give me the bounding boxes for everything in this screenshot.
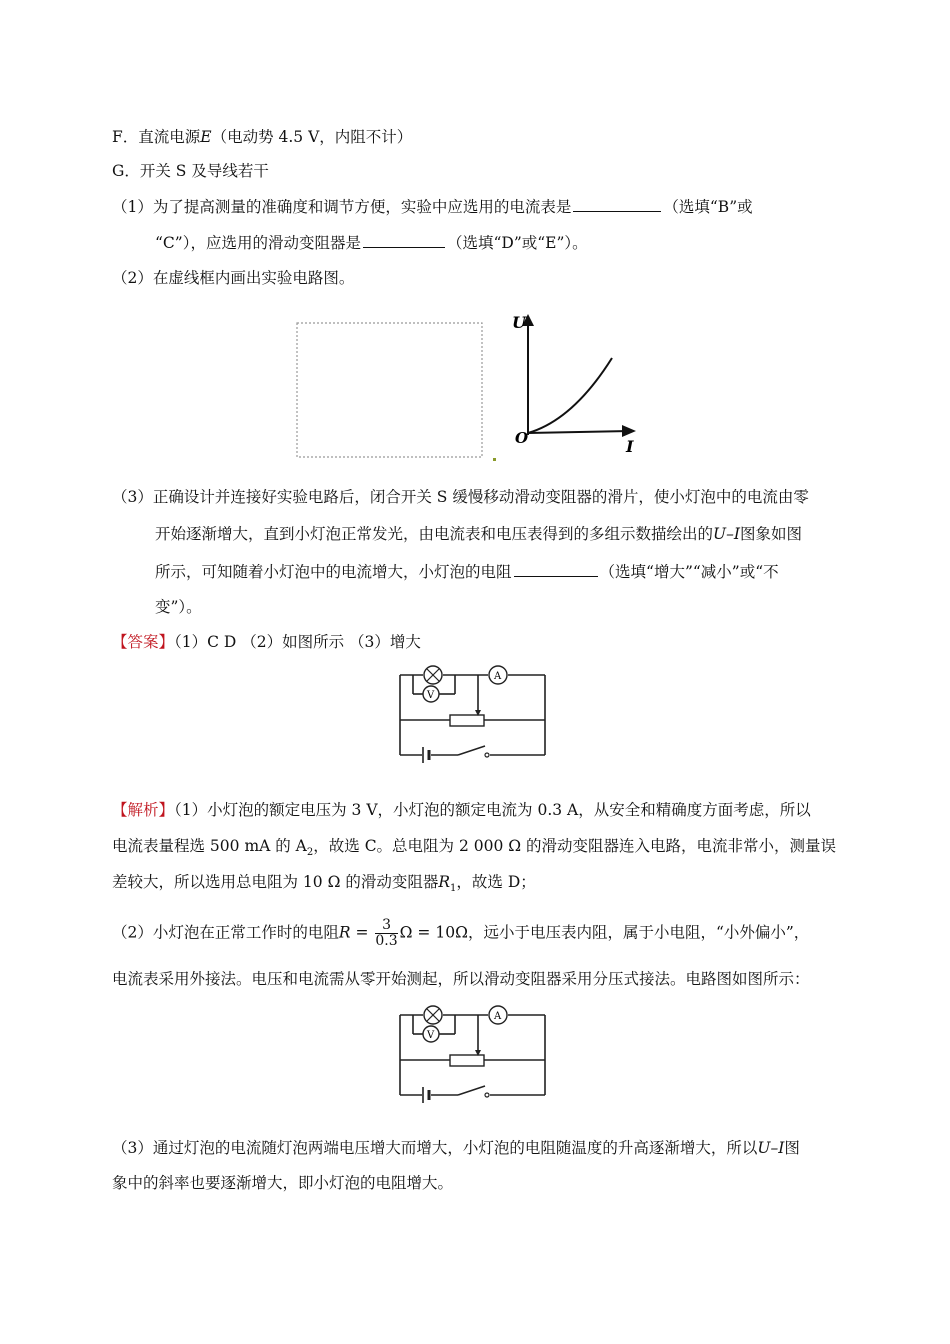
item-g: G．开关 S 及导线若干 [112, 162, 269, 180]
ui-graph [508, 310, 648, 455]
q1-blank-ammeter[interactable] [573, 196, 661, 212]
resistance-fraction: $\frac{3}{0.3}$ [375, 917, 398, 949]
ammeter-icon [489, 1006, 507, 1024]
lamp-icon [424, 1006, 442, 1024]
battery-icon [423, 1087, 429, 1103]
i-axis [528, 431, 630, 433]
q1-blank-rheostat[interactable] [363, 232, 445, 248]
analysis-p1-line2: 电流表量程选 500 mA 的 $A_2$，故选 C。总电阻为 2 000 Ω 的滑动变阻器连入电路，电流非常小，测量误 [112, 837, 837, 859]
origin-label: O [515, 429, 529, 447]
answer-tag: 【答案】 [112, 633, 175, 651]
q3-line1: （3）正确设计并连接好实验电路后，闭合开关 S 缓慢移动滑动变阻器的滑片，使小灯泡中的电流由零 [112, 488, 809, 506]
circuit-diagram [395, 660, 555, 765]
svg-text:V: V [427, 1030, 435, 1041]
q1-line2: “C”），应选用的滑动变阻器是 （选填“D”或“E”）。 [155, 234, 588, 252]
answer: 【答案】（1）C D （2）如图所示 （3）增大 [112, 633, 421, 651]
switch-icon [485, 1093, 489, 1097]
lamp-icon [424, 666, 442, 684]
svg-text:A: A [494, 671, 502, 682]
voltmeter-icon [423, 686, 439, 702]
svg-text:V: V [427, 690, 435, 701]
circuit-diagram-analysis [395, 1000, 555, 1105]
battery-icon [423, 747, 429, 763]
u-axis-label: U [512, 313, 526, 332]
analysis-p3-line1: （3）通过灯泡的电流随灯泡两端电压增大而增大，小灯泡的电阻随温度的升高逐渐增大，所以U–I图 [112, 1139, 800, 1157]
q2-text: （2）在虚线框内画出实验电路图。 [112, 269, 355, 287]
q3-line3: 所示，可知随着小灯泡中的电流增大，小灯泡的电阻 （选填“增大”“减小”或“不 [155, 563, 779, 581]
analysis-p2-line1: （2）小灯泡在正常工作时的电阻R = $\frac{3}{0.3}$ Ω = 10Ω，远小于电压表内阻，属于小电阻，“小外偏小”， [112, 917, 810, 949]
q3-line4: 变”）。 [155, 598, 202, 616]
analysis-p2-line2: 电流表采用外接法。电压和电流需从零开始测起，所以滑动变阻器采用分压式接法。电路图如图所示： [112, 970, 810, 988]
voltmeter-icon [423, 1026, 439, 1042]
analysis-p3-line2: 象中的斜率也要逐渐增大，即小灯泡的电阻增大。 [112, 1174, 454, 1192]
symbol-e: E [200, 128, 212, 146]
svg-text:A: A [494, 1011, 502, 1022]
analysis-tag: 【解析】 [112, 801, 175, 819]
dashed-answer-box [290, 318, 505, 466]
item-f: F．直流电源E（电动势 4.5 V，内阻不计） [112, 128, 413, 146]
q1-line1: （1）为了提高测量的准确度和调节方便，实验中应选用的电流表是 （选填“B”或 [112, 198, 753, 216]
switch-icon [485, 753, 489, 757]
rheostat-icon [450, 710, 484, 726]
rheostat-icon [450, 1050, 484, 1066]
q3-line2: 开始逐渐增大，直到小灯泡正常发光，由电流表和电压表得到的多组示数描绘出的U–I图象如图 [155, 525, 802, 543]
ui-curve [528, 358, 612, 433]
i-axis-label: I [626, 437, 634, 456]
analysis-p1-line3: 差较大，所以选用总电阻为 10 Ω 的滑动变阻器$R_1$，故选 D； [112, 873, 536, 895]
ammeter-icon [489, 666, 507, 684]
i-axis-arrow [622, 425, 636, 437]
analysis-p1-line1: 【解析】（1）小灯泡的额定电压为 3 V，小灯泡的额定电流为 0.3 A，从安全和精确度方面考虑，所以 [112, 801, 811, 819]
q3-blank-resistance[interactable] [514, 561, 598, 577]
